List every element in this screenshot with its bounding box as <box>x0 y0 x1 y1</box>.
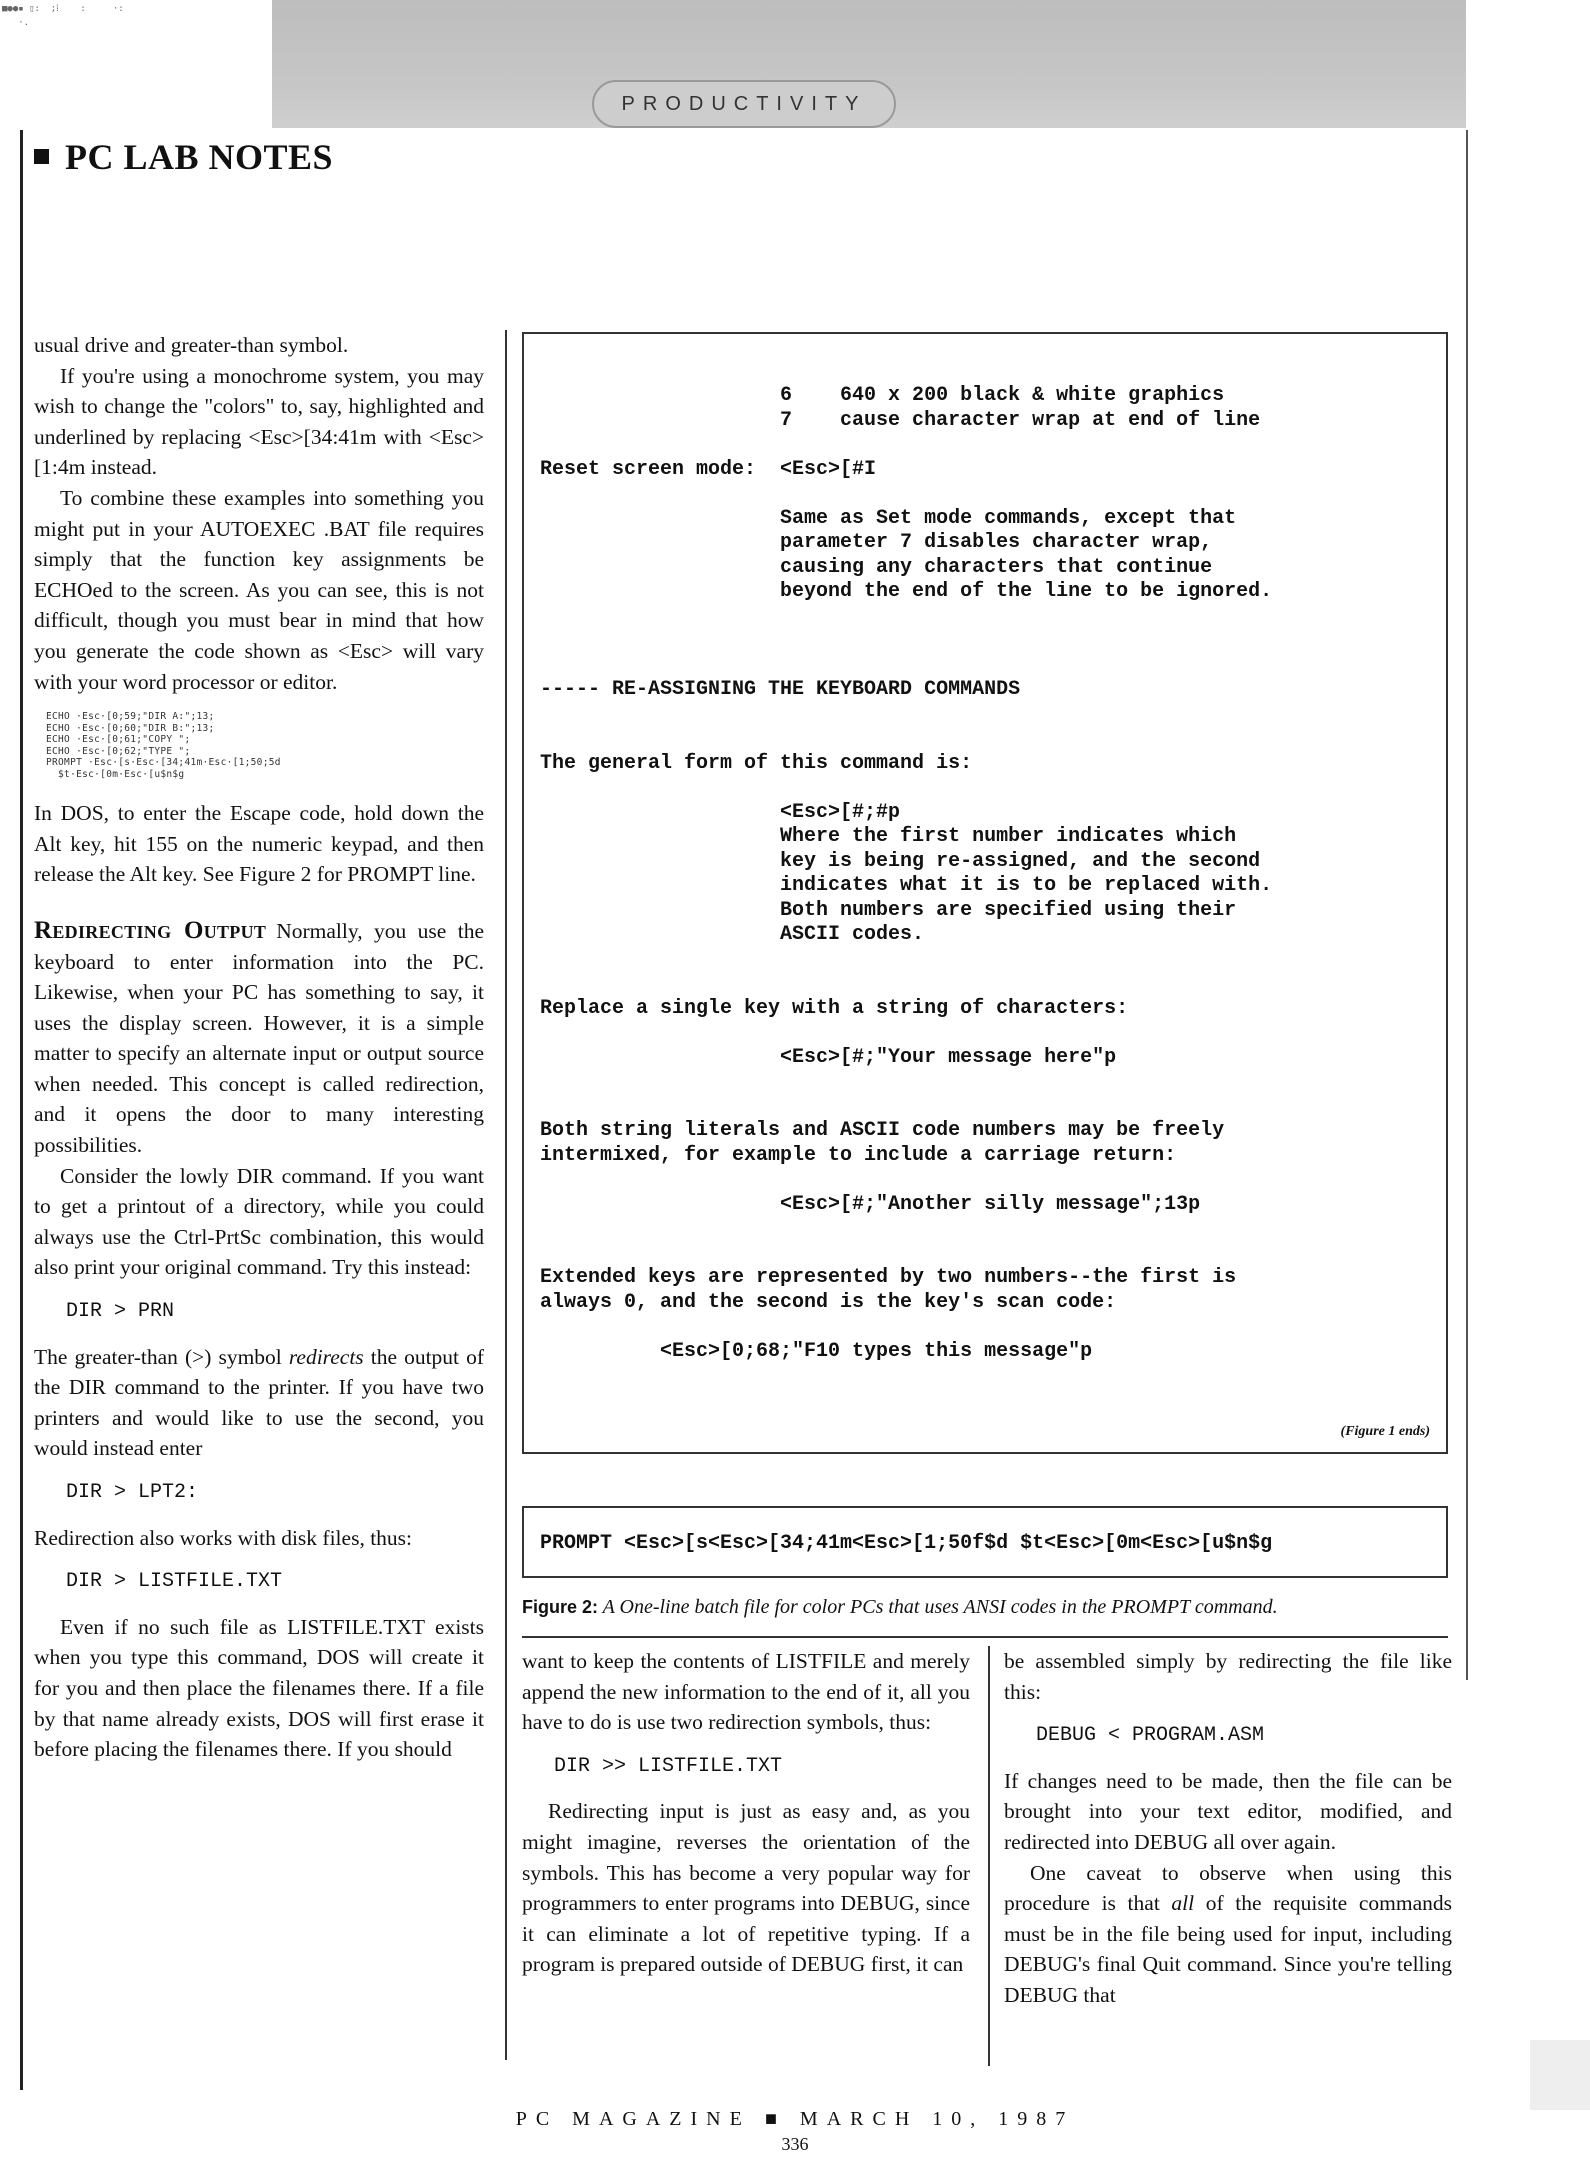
column-divider <box>505 330 507 2060</box>
paragraph: If you're using a monochrome system, you may wish to change the "colors" to, say, highlighted and underlined by replacing <Esc>[34:41m with <Esc>[1:4m instead. <box>34 363 484 480</box>
paragraph: If changes need to be made, then the file can be brought into your text editor, modified, and redirected into DEBUG all over again. <box>1004 1768 1452 1854</box>
figure-2-listing-box <box>522 1506 1448 1578</box>
figure-1-code: 6 640 x 200 black & white graphics 7 cause character wrap at end of line Reset screen mode: <Esc>[#I Same as Set mode commands, except that parameter 7 disables character wrap, causing any characters that continue beyond the end of the line to be ignored. ----- RE-ASSIGNING THE KEYBOARD COMMANDS The general form of this command is: <Esc>[#;#p Where the first number indicates which key is being re-assigned, and the second indicates what it is to be replaced with. Both numbers are specified using their ASCII codes. Replace a single key with a string of characters: <Esc>[#;"Your message here"p Both string literals and ASCII code numbers may be freely intermixed, for example to include a carriage return: <Esc>[#;"Another silly message";13p Extended keys are represented by two numbers--the first is always 0, and the second is the key's scan code: <Esc>[0;68;"F10 types this message"p <box>540 384 1273 1363</box>
paragraph: Even if no such file as LISTFILE.TXT exists when you type this command, DOS will create it for you and then place the filenames there. If a file by that name already exists, DOS will first erase it before placing the filenames there. If you should <box>34 1614 484 1762</box>
paragraph: Consider the lowly DIR command. If you want to get a printout of a directory, while you could always use the Ctrl-PrtSc combination, this would also print your original command. Try this instead: <box>34 1163 484 1280</box>
code-line: DIR > LISTFILE.TXT <box>66 1570 283 1594</box>
section-label: PRODUCTIVITY <box>592 80 896 128</box>
code-line: DEBUG < PROGRAM.ASM <box>1036 1724 1265 1748</box>
caption-rule <box>522 1636 1448 1638</box>
paragraph-text: Normally, you use the keyboard to enter information into the PC. Likewise, when your PC has something to say, it uses the display screen. However, it is a simple matter to specify an alternate input or output source when needed. This concept is called redirection, and it opens the door to many interesting possibilities. <box>34 918 484 1158</box>
column-divider <box>988 1646 990 2066</box>
emphasis: redirects <box>288 1344 364 1369</box>
paragraph-text: One caveat to observe when using this procedure is that <box>1004 1860 1452 1916</box>
paragraph: Redirection also works with disk files, thus: <box>34 1525 413 1550</box>
code-line: DIR > LPT2: <box>66 1481 199 1504</box>
emphasis: all <box>1171 1891 1195 1916</box>
caption-text: A One-line batch file for color PCs that uses ANSI codes in the PROMPT command. <box>602 1596 1278 1618</box>
figure-2-caption <box>522 1596 1452 1619</box>
scan-artifact: ■●●▪ ▯: ;⁞ : ·: ·. <box>2 4 124 28</box>
figure-1-ends-note: (Figure 1 ends) <box>1340 1424 1430 1439</box>
page-number: 336 <box>781 2134 809 2154</box>
section-header-band <box>272 0 1466 128</box>
text-column-3 <box>1004 1646 1452 2011</box>
paragraph: want to keep the contents of LISTFILE and merely append the new information to the end of it, all you have to do is use two redirection symbols, thus: <box>522 1649 970 1735</box>
scan-edge <box>1530 2040 1590 2110</box>
column-title <box>34 136 333 178</box>
page-footer: PC MAGAZINE ■ MARCH 10, 1987 <box>515 2108 1075 2130</box>
code-line: DIR > PRN <box>66 1300 175 1324</box>
paragraph: be assembled simply by redirecting the file like this: <box>1004 1649 1452 1704</box>
paragraph-text: of the requisite commands must be in the file being used for input, including DEBUG's final Quit command. Since you're telling DEBUG that <box>1004 1891 1453 2007</box>
paragraph-text: the output of the DIR command to the printer. If you have two printers and would like to use the second, you would instead enter <box>34 1344 484 1461</box>
paragraph: usual drive and greater-than symbol. <box>34 333 349 357</box>
paragraph-with-runin <box>34 916 484 1161</box>
subhead-redirecting-output: Redirecting Output <box>34 916 267 944</box>
column-title-text: PC LAB NOTES <box>65 137 334 177</box>
paragraph: To combine these examples into something you might put in your AUTOEXEC .BAT file requires simply that the function key assignments be ECHOed to the screen. As you can see, this is not difficult, though you must bear in mind that how you generate the code shown as <Esc> will vary with your word processor or editor. <box>34 485 484 694</box>
paragraph <box>1004 1858 1452 2011</box>
left-margin-rule <box>20 130 23 2090</box>
bullet-square-icon <box>34 149 49 164</box>
paragraph: In DOS, to enter the Escape code, hold down the Alt key, hit 155 on the numeric keypad, and then release the Alt key. See Figure 2 for PROMPT line. <box>34 801 484 887</box>
caption-label: Figure 2: <box>522 1597 599 1617</box>
text-column-1 <box>34 330 484 1765</box>
paragraph <box>34 1342 484 1464</box>
paragraph: Redirecting input is just as easy and, as you might imagine, reverses the orientation of the symbols. This has become a very popular way for programmers to enter programs into DEBUG, since it can eliminate a lot of repetitive typing. If a program is prepared outside of DEBUG first, it can <box>522 1799 970 1977</box>
right-margin-rule <box>1466 130 1468 1680</box>
text-column-2 <box>522 1646 970 1980</box>
paragraph-text: The greater-than (>) symbol <box>34 1344 289 1369</box>
figure-2-code: PROMPT <Esc>[s<Esc>[34;41m<Esc>[1;50f$d $t<Esc>[0m<Esc>[u$n$g <box>540 1532 1273 1555</box>
figure-1-listing-box <box>522 332 1448 1454</box>
code-line: DIR >> LISTFILE.TXT <box>554 1754 783 1778</box>
code-listing-autoexec: ECHO ·Esc·[0;59;"DIR A:";13; ECHO ·Esc·[0;60;"DIR B:";13; ECHO ·Esc·[0;61;"COPY "; ECHO ·Esc·[0;62;"TYPE "; PROMPT ·Esc·[s·Esc·[34;41m·Esc·[1;50;5d $t·Esc·[0m·Esc·[u$n$g <box>46 711 281 780</box>
